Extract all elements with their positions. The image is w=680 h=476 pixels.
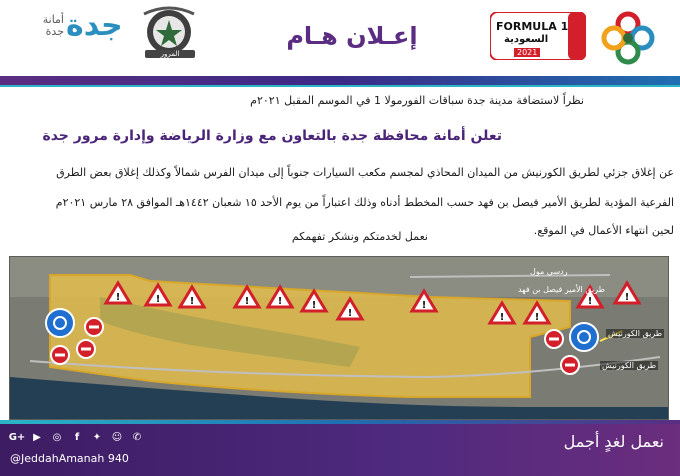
label-mall: ردسي مول [530, 267, 568, 276]
svg-text:!: ! [311, 300, 317, 311]
svg-text:!: ! [587, 296, 593, 307]
svg-text:!: ! [155, 294, 161, 305]
body-line-1: عن إغلاق جزئي لطريق الكورنيش من الميدان المحاذي لمجسم مكعب السيارات جنوباً إلى ميدان الفرس شمالاً وكذلك إغلاق بعض الطرق [56, 166, 674, 179]
header [0, 0, 680, 76]
svg-text:!: ! [624, 292, 630, 303]
f1-country: السعودية [504, 34, 549, 45]
map-drawing [10, 257, 668, 419]
social-handle: @JeddahAmanah 940 [10, 452, 129, 465]
header-band [0, 76, 680, 85]
svg-text:!: ! [244, 296, 250, 307]
page-title: إعـلان هـام [286, 22, 418, 50]
twitter-icon[interactable]: ✦ [92, 431, 102, 443]
label-prince-faisal-road: طريق الأمير فيصل بن فهد [517, 285, 605, 294]
header-band-thin [0, 85, 680, 87]
thanks-text: نعمل لخدمتكم ونشكر تفهمكم [291, 230, 428, 243]
svg-text:!: ! [115, 292, 121, 303]
body-line-3: لحين انتهاء الأعمال في الموقع. [533, 224, 674, 237]
youtube-icon[interactable]: ▶ [33, 431, 41, 443]
roundabout-sign-icon [570, 323, 598, 351]
google-plus-icon[interactable]: G+ [8, 431, 26, 443]
facebook-icon[interactable]: f [74, 431, 80, 443]
traffic-emblem-icon [138, 4, 200, 70]
slogan: نعمل لغدٍ أجمل [563, 432, 664, 451]
social-icons [10, 430, 144, 446]
label-corniche-2: طريق الكورنيش [602, 361, 657, 370]
f1-year: 2021 [514, 48, 540, 57]
snapchat-icon[interactable]: ☺ [111, 431, 123, 443]
footer-strip [0, 420, 680, 424]
amanah-label: أمانة جدة [42, 13, 64, 38]
intro-text: نظراً لاستضافة مدينة جدة سباقات الفورمولا 1 في الموسم المقبل ٢٠٢١م [250, 94, 584, 107]
jeddah-logo: جدة [66, 8, 123, 43]
svg-text:!: ! [189, 296, 195, 307]
instagram-icon[interactable]: ◎ [52, 431, 62, 443]
subtitle: تعلن أمانة محافظة جدة بالتعاون مع وزارة الرياضة وإدارة مرور جدة [42, 128, 502, 144]
svg-text:!: ! [421, 300, 427, 311]
svg-text:!: ! [499, 312, 505, 323]
body-line-2: الفرعية المؤدية لطريق الأمير فيصل بن فهد حسب المخطط أدناه وذلك اعتباراً من يوم الأحد ١٥ شعبان ١٤٤٢هـ الموافق ٢٨ مارس ٢٠٢١م [55, 196, 674, 209]
sports-emblem-icon [600, 10, 656, 66]
svg-text:!: ! [277, 296, 283, 307]
traffic-label: المرور [145, 50, 195, 58]
roundabout-sign-icon [46, 309, 74, 337]
f1-logo [490, 12, 586, 60]
phone-icon[interactable]: ✆ [132, 431, 142, 443]
closure-map [9, 256, 669, 420]
label-corniche-1: طريق الكورنيش [608, 329, 663, 338]
f1-brand: FORMULA 1 [496, 20, 569, 33]
svg-text:!: ! [347, 308, 353, 319]
svg-text:!: ! [534, 312, 540, 323]
